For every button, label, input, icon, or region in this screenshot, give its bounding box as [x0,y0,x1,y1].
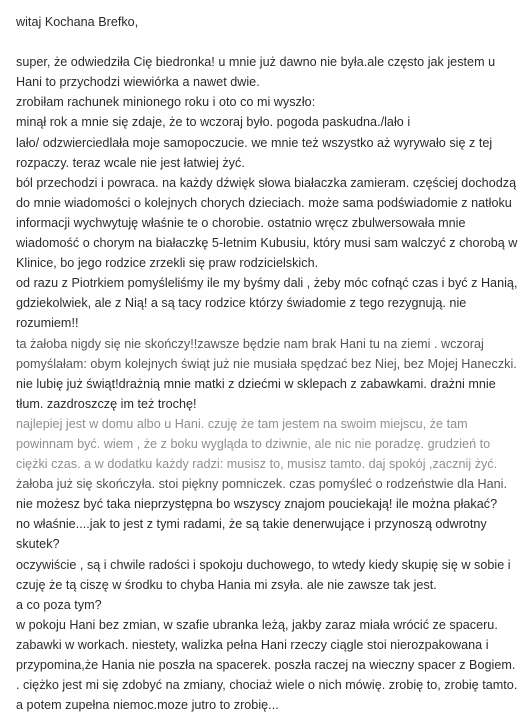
text-line: tłum. zazdroszczę im też trochę! [16,396,197,411]
text-line: ta żałoba nigdy się nie skończy!!zawsze będzie nam brak Hani tu na ziemi . wczoraj [16,336,484,351]
text-line: lało/ odzwierciedlała moje samopoczucie. we mnie też wszystko aż wyrywało się z tej [16,135,493,150]
letter-body [16,12,516,715]
text-line: minął rok a mnie się zdaje, że to wczoraj było. pogoda paskudna./lało i [16,115,411,130]
greeting-line: witaj Kochana Brefko, [16,15,139,29]
text-line: czuję że tą ciszę w środku to chyba Hania mi zsyła. ale nie zawsze tak jest. [16,577,437,592]
text-line: super, że odwiedziła Cię biedronka! u mnie już dawno nie była.ale często jak jestem u [16,55,496,70]
text-line: pomyślałam: obym kolejnych świąt już nie musiała spędzać bez Niej, bez Mojej Haneczki. [16,356,517,371]
text-line: najlepiej jest w domu albo u Hani. czuję że tam jestem na swoim miejscu, że tam [16,416,468,431]
text-line: od razu z Piotrkiem pomyśleliśmy ile my byśmy dali , żeby móc cofnąć czas i być z Hanią, [16,276,518,291]
text-line: żałoba już się skończyła. stoi piękny pomniczek. czas pomyśleć o rodzeństwie dla Hani. [16,477,507,492]
text-line: gdziekolwiek, ale z Nią! a są tacy rodzice którzy świadomie z tego rezygnują. nie [16,296,467,311]
text-line: a potem zupełna niemoc.moze jutro to zrobię... [16,698,279,713]
text-line: ciężki czas. a w dodatku każdy radzi: musisz to, musisz tamto. daj spokój ,zacznij żyć. [16,457,498,472]
text-line: ból przechodzi i powraca. na każdy dźwięk słowa białaczka zamieram. częściej dochodzą [16,175,517,190]
text-line: przypomina,że Hania nie poszła na spacerek. poszła raczej na wieczny spacer z Bogiem. [16,658,516,672]
text-line: wiadomość o chorym na białaczkę 5-letnim Kubusiu, który musi sam walczyć z chorobą w [16,236,518,251]
text-line: informacji wychwytuję właśnie te o chorobie. ostatnio wręcz zbulwersowała mnie [16,215,466,230]
text-line: zabawki w workach. niestety, walizka pełna Hani rzeczy ciągle stoi nierozpakowana i [16,637,489,652]
text-line: rozpaczy. teraz wcale nie jest łatwiej żyć. [16,155,245,170]
text-line: nie lubię już świąt!drażnią mnie matki z dziećmi w sklepach z zabawkami. drażni mnie [16,376,496,391]
text-line: powinnam być. wiem , że z boku wygląda to dziwnie, ale nic nie poradzę. grudzień to [16,436,491,451]
text-line: do mnie wiadomości o kolejnych chorych dzieciach. może sama podświadomie z natłoku [16,195,512,210]
text-line: Klinice, bo jego rodzice zrzekli się praw rodzicielskich. [16,256,319,271]
blank-line [16,32,516,52]
text-line: . ciężko jest mi się zdobyć na zmiany, chociaż wiele o nich mówię. zrobię to, zrobię tamto. [16,678,518,693]
text-line: oczywiście , są i chwile radości i spokoju duchowego, to wtedy kiedy skupię się w sobie i [16,557,511,572]
text-line: skutek? [16,537,60,552]
text-line: no właśnie....jak to jest z tymi radami, że są takie denerwujące i przynoszą odwrotny [16,517,487,532]
text-line: a co poza tym? [16,597,102,612]
text-line: nie możesz być taka nieprzystępna bo wszyscy znajom pouciekają! ile można płakać? [16,497,498,512]
text-line: rozumiem!! [16,316,79,331]
text-line: w pokoju Hani bez zmian, w szafie ubranka leżą, jakby zaraz miała wrócić ze spaceru. [16,617,498,632]
text-line: zrobiłam rachunek minionego roku i oto co mi wyszło: [16,95,316,110]
text-line: Hani to przychodzi wiewiórka a nawet dwie. [16,75,260,90]
